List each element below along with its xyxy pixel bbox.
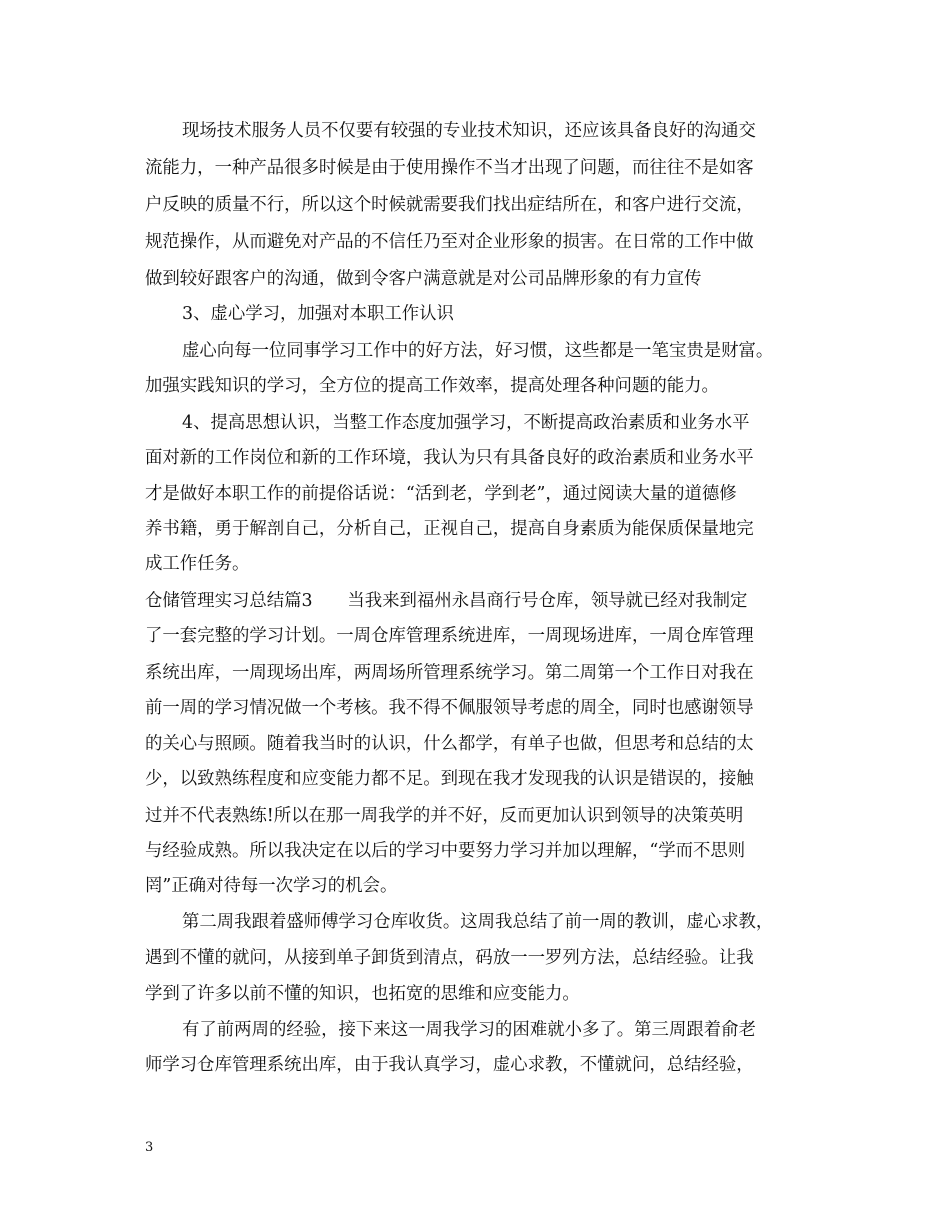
section-heading: 3、虚心学习，加强对本职工作认识 [182, 304, 454, 324]
text-line: 现场技术服务人员不仅要有较强的专业技术知识，还应该具备良好的沟通交 [182, 121, 756, 141]
text-line: 系统出库，一周现场出库，两周场所管理系统学习。第二周第一个工作日对我在 [145, 663, 754, 683]
text-line: 学到了许多以前不懂的知识，也拓宽的思维和应变能力。 [145, 984, 580, 1004]
text-line: 养书籍，勇于解剖自己，分析自己，正视自己，提高自身素质为能保质保量地完 [145, 519, 754, 539]
text-line: 户反映的质量不行，所以这个时候就需要我们找出症结所在，和客户进行交流， [145, 195, 754, 215]
text-line: 才是做好本职工作的前提俗话说：“活到老，学到老”，通过阅读大量的道德修 [145, 484, 737, 504]
page-number: 3 [145, 1140, 154, 1155]
text-line: 面对新的工作岗位和新的工作环境，我认为只有具备良好的政治素质和业务水平 [145, 448, 754, 468]
section-heading: 4、提高思想认识，当整工作态度加强学习，不断提高政治素质和业务水平 [182, 413, 750, 433]
text-line: 少，以致熟练程度和应变能力都不足。到现在我才发现我的认识是错误的，接触 [145, 769, 754, 789]
text-line: 仓储管理实习总结篇3 当我来到福州永昌商行号仓库，领导就已经对我制定 [145, 591, 748, 611]
text-line: 流能力，一种产品很多时候是由于使用操作不当才出现了问题，而往往不是如客 [145, 158, 754, 178]
text-line: 罔”正确对待每一次学习的机会。 [145, 876, 398, 896]
text-line: 了一套完整的学习计划。一周仓库管理系统进库，一周现场进库，一周仓库管理 [145, 626, 754, 646]
text-line: 师学习仓库管理系统出库，由于我认真学习，虚心求教，不懂就问，总结经验， [145, 1055, 754, 1075]
text-line: 过并不代表熟练!所以在那一周我学的并不好，反而更加认识到领导的决策英明 [145, 806, 744, 826]
text-line: 做到较好跟客户的沟通，做到令客户满意就是对公司品牌形象的有力宣传 [145, 269, 702, 289]
text-line: 有了前两周的经验，接下来这一周我学习的困难就小多了。第三周跟着俞老 [182, 1020, 756, 1040]
text-line: 成工作任务。 [145, 554, 250, 574]
text-line: 第二周我跟着盛师傅学习仓库收货。这周我总结了前一周的教训，虚心求教， [182, 912, 774, 932]
text-line: 与经验成熟。所以我决定在以后的学习中要努力学习并加以理解，“学而不思则 [145, 841, 746, 861]
text-line: 前一周的学习情况做一个考核。我不得不佩服领导考虑的周全，同时也感谢领导 [145, 698, 754, 718]
text-line: 遇到不懂的就问，从接到单子卸货到清点，码放一一罗列方法，总结经验。让我 [145, 948, 754, 968]
text-line: 规范操作，从而避免对产品的不信任乃至对企业形象的损害。在日常的工作中做 [145, 232, 754, 252]
text-line: 的关心与照顾。随着我当时的认识，什么都学，有单子也做，但思考和总结的太 [145, 734, 754, 754]
text-line: 加强实践知识的学习，全方位的提高工作效率，提高处理各种问题的能力。 [145, 376, 719, 396]
text-line: 虚心向每一位同事学习工作中的好方法，好习惯，这些都是一笔宝贵是财富。 [182, 341, 774, 361]
